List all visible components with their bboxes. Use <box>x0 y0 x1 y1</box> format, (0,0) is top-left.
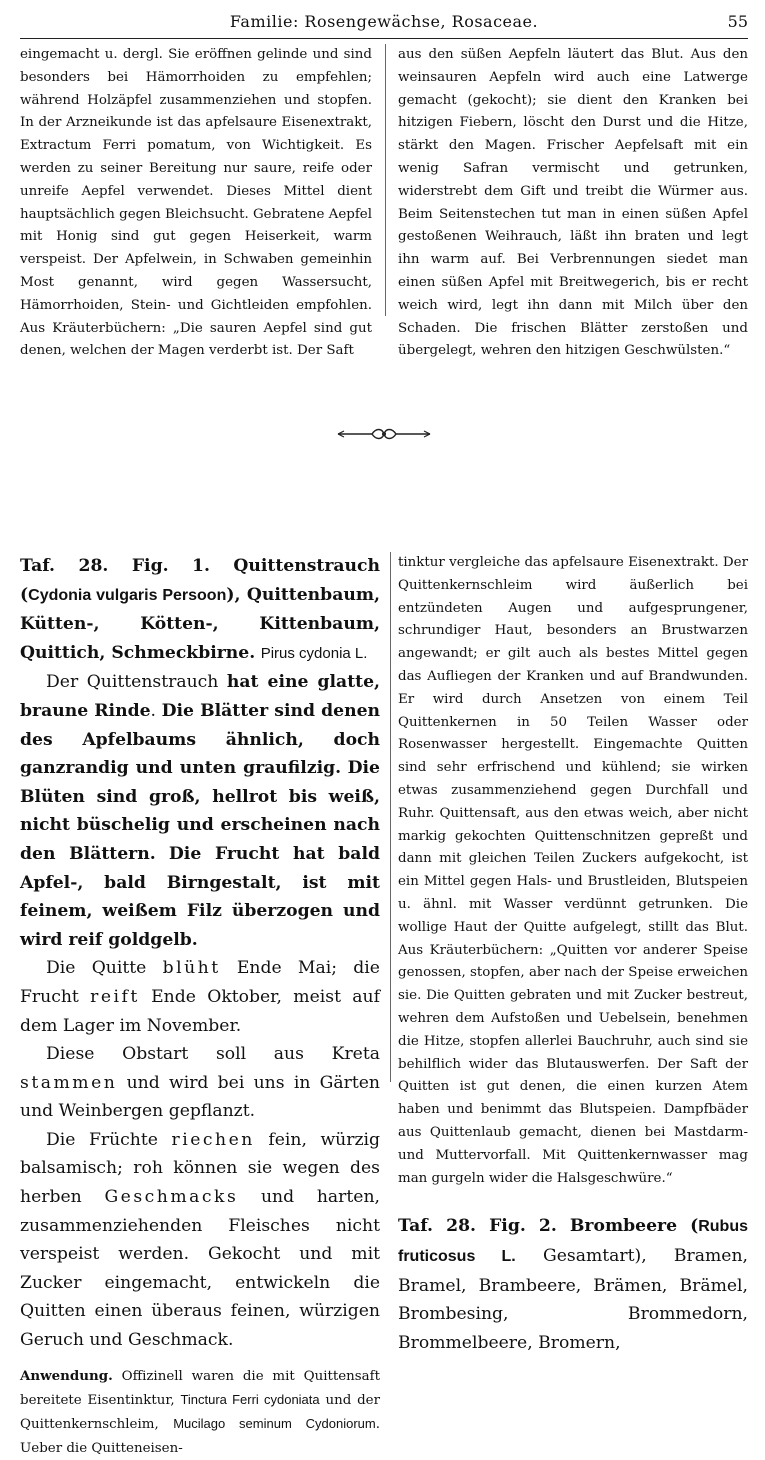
text-run <box>156 844 169 864</box>
quince-description-fruit <box>20 1126 380 1355</box>
latin-term: Mucilago seminum Cydoniorum <box>173 1416 376 1432</box>
blackberry-common-names: Gesamtart), Bramen, Bramel, Brambeere, Brämen, Brämel, Brombesing, Brommedorn, Brommelbeere, Bromern, <box>398 1245 748 1353</box>
text-run: . <box>150 700 162 721</box>
column-divider <box>390 552 391 1082</box>
quince-synonym: Pirus cydonia L. <box>260 644 368 662</box>
running-title: Familie: Rosengewächse, Rosaceae. <box>229 12 539 31</box>
page-number: 55 <box>727 12 748 31</box>
text-run: stammen <box>20 1072 118 1093</box>
quince-latin-name: Cydonia vulgaris Persoon <box>28 586 227 604</box>
text-run: . Ueber die Quitteneisen- <box>20 1417 380 1456</box>
blackberry-latin-name: Rubus fruticosus L. <box>398 1218 748 1265</box>
text-run: Die Quitte <box>46 958 163 979</box>
top-left-column <box>20 44 372 359</box>
blackberry-heading-label: Taf. 28. Fig. 2. Brombeere ( <box>398 1216 699 1237</box>
text-run: Offizinell waren die mit Quittensaft bereitete Eisentinktur, <box>20 1368 380 1409</box>
top-right-paragraph: aus den süßen Aepfeln läutert das Blut. Aus den weinsauren Aepfeln wird auch eine Latwerge gemacht (gekocht); sie dient den Kranken bei hitzigen Fiebern, löscht den Durst und die Hitze, stärkt den Magen. Frischer Aepfelsaft mit ein wenig Safran vermischt und getrunken, widerstrebt dem Gift und treibt die Würmer aus. Beim Seitenstechen tut man in einen süßen Apfel gestoßenen Weihrauch, läßt ihn braten und legt ihn warm auf. Bei Verbrennungen siedet man einen süßen Apfel mit Breitwegerich, bis er recht weich wird, legt ihn dann mit Milch über den Schaden. Die frischen Blätter zerstoßen und übergelegt, wehren den hitzigen Geschwülsten.“ <box>398 47 748 359</box>
text-run: fein, würzig balsamisch; roh können sie wegen des herben <box>20 1129 380 1208</box>
quince-common-names: ), Quittenbaum, Kütten-, Kötten-, Kittenbaum, Quittich, Schmeckbirne. <box>20 584 380 663</box>
text-run: Die Früchte <box>46 1129 172 1150</box>
text-run: Die Blüten sind groß, hellrot bis weiß, nicht büschelig und erscheinen nach den Blättern. <box>20 758 380 864</box>
quince-description-plant <box>20 668 380 954</box>
text-run: Der Quittenstrauch <box>46 672 227 693</box>
text-run: Geschmacks <box>104 1187 239 1208</box>
section-ornament-icon <box>336 426 432 442</box>
text-run: reift <box>90 986 140 1007</box>
usage-label: Anwendung. <box>20 1367 113 1384</box>
text-run: Die Frucht hat bald Apfel-, bald Birngestalt, ist mit feinem, weißem Filz überzogen und wird reif goldgelb. <box>20 843 380 950</box>
quince-continuation-column <box>398 552 748 1353</box>
latin-term: Tinctura Ferri cydoniata <box>180 1392 320 1408</box>
quince-usage <box>20 1365 380 1460</box>
text-run: blüht <box>162 958 221 979</box>
text-run: hat eine glatte, braune Rinde <box>20 672 380 721</box>
text-run: und wird bei uns in Gärten und Weinbergen gepflanzt. <box>20 1072 380 1122</box>
text-run: und der Quittenkernschleim, <box>20 1393 380 1433</box>
quince-entry-column <box>20 552 381 1456</box>
text-run: Ende Mai; die Frucht <box>20 958 380 1007</box>
text-run: und harten, zusammenziehenden Fleisches nicht verspeist werden. Gekocht und mit Zucker eingemacht, entwickeln die Quitten einen überaus feinen, würzigen Geruch und Geschmack. <box>20 1187 380 1351</box>
top-right-column <box>398 44 748 359</box>
column-divider <box>385 44 386 316</box>
top-left-paragraph: eingemacht u. dergl. Sie eröffnen gelinde und sind besonders bei Hämorrhoiden zu empfehlen; während Holzäpfel zusammenziehen und stopfen. In der Arzneikunde ist das apfelsaure Eisenextrakt, Extractum Ferri pomatum, von Wichtigkeit. Es werden zu seiner Bereitung nur saure, reife oder unreife Aepfel verwendet. Dieses Mittel dient hauptsächlich gegen Bleichsucht. Gebratene Aepfel mit Honig sind gut gegen Heiserkeit, warm verspeist. Der Apfelwein, in Schwaben gemeinhin Most genannt, wird gegen Wassersucht, Hämorrhoiden, Stein- und Gichtleiden empfohlen. Aus Kräuterbüchern: „Die sauren Aepfel sind gut denen, welchen der Magen verderbt ist. Der Saft <box>20 47 372 359</box>
quince-heading <box>20 552 380 668</box>
blackberry-heading <box>398 1212 748 1357</box>
text-run: Diese Obstart soll aus Kreta <box>46 1044 380 1065</box>
quince-description-origin <box>20 1040 380 1126</box>
quince-heading-label: Taf. 28. Fig. 1. Quittenstrauch ( <box>20 556 380 605</box>
header-rule <box>20 38 748 39</box>
text-run: Die Blätter sind denen des Apfelbaums ähnlich, doch ganzrandig und unten graufilzig. <box>20 700 381 779</box>
quince-description-season <box>20 954 380 1040</box>
running-header <box>20 8 748 38</box>
text-run: riechen <box>171 1129 255 1150</box>
text-run: Ende Oktober, meist auf dem Lager im November. <box>20 986 380 1036</box>
quince-usage-continued: tinktur vergleiche das apfelsaure Eisenextrakt. Der Quittenkernschleim wird äußerlich bei entzündeten Augen und aufgesprungener, schrundiger Haut, besonders an Brustwarzen angewandt; er gilt auch als bestes Mittel gegen das Aufliegen der Kranken und auf Brandwunden. Er wird durch Ansetzen von einem Teil Quittenkernen in 50 Teilen Wasser oder Rosenwasser hergestellt. Eingemachte Quitten sind sehr erfrischend und kühlend; sie wirken etwas zusammenziehend gegen Durchfall und Ruhr. Quittensaft, aus den etwas weich, aber nicht markig gekochten Quittenschnitzen gepreßt und dann mit gleichen Teilen Zuckers aufgekocht, ist ein Mittel gegen Hals- und Brustleiden, Blutspeien u. ähnl. mit Wasser verdünnt getrunken. Die wollige Haut der Quitte aufgelegt, stillt das Blut. Aus Kräuterbüchern: „Quitten vor anderer Speise genossen, stopfen, aber nach der Speise erweichen sie. Die Quitten gebraten und mit Zucker bestreut, wehren dem Aufstoßen und Uebelsein, benehmen die Hitze, stopfen allerlei Bauchruhr, auch sind sie behilflich wider das Blutauswerfen. Der Saft der Quitten ist gut denen, die einen kurzen Atem haben und benimmt das Blutspeien. Dampfbäder aus Quittenlaub gemacht, dienen bei Mastdarm- und Muttervorfall. Mit Quittenkernwasser mag man gurgeln wider die Halsgeschwüre.“ <box>398 555 748 1186</box>
